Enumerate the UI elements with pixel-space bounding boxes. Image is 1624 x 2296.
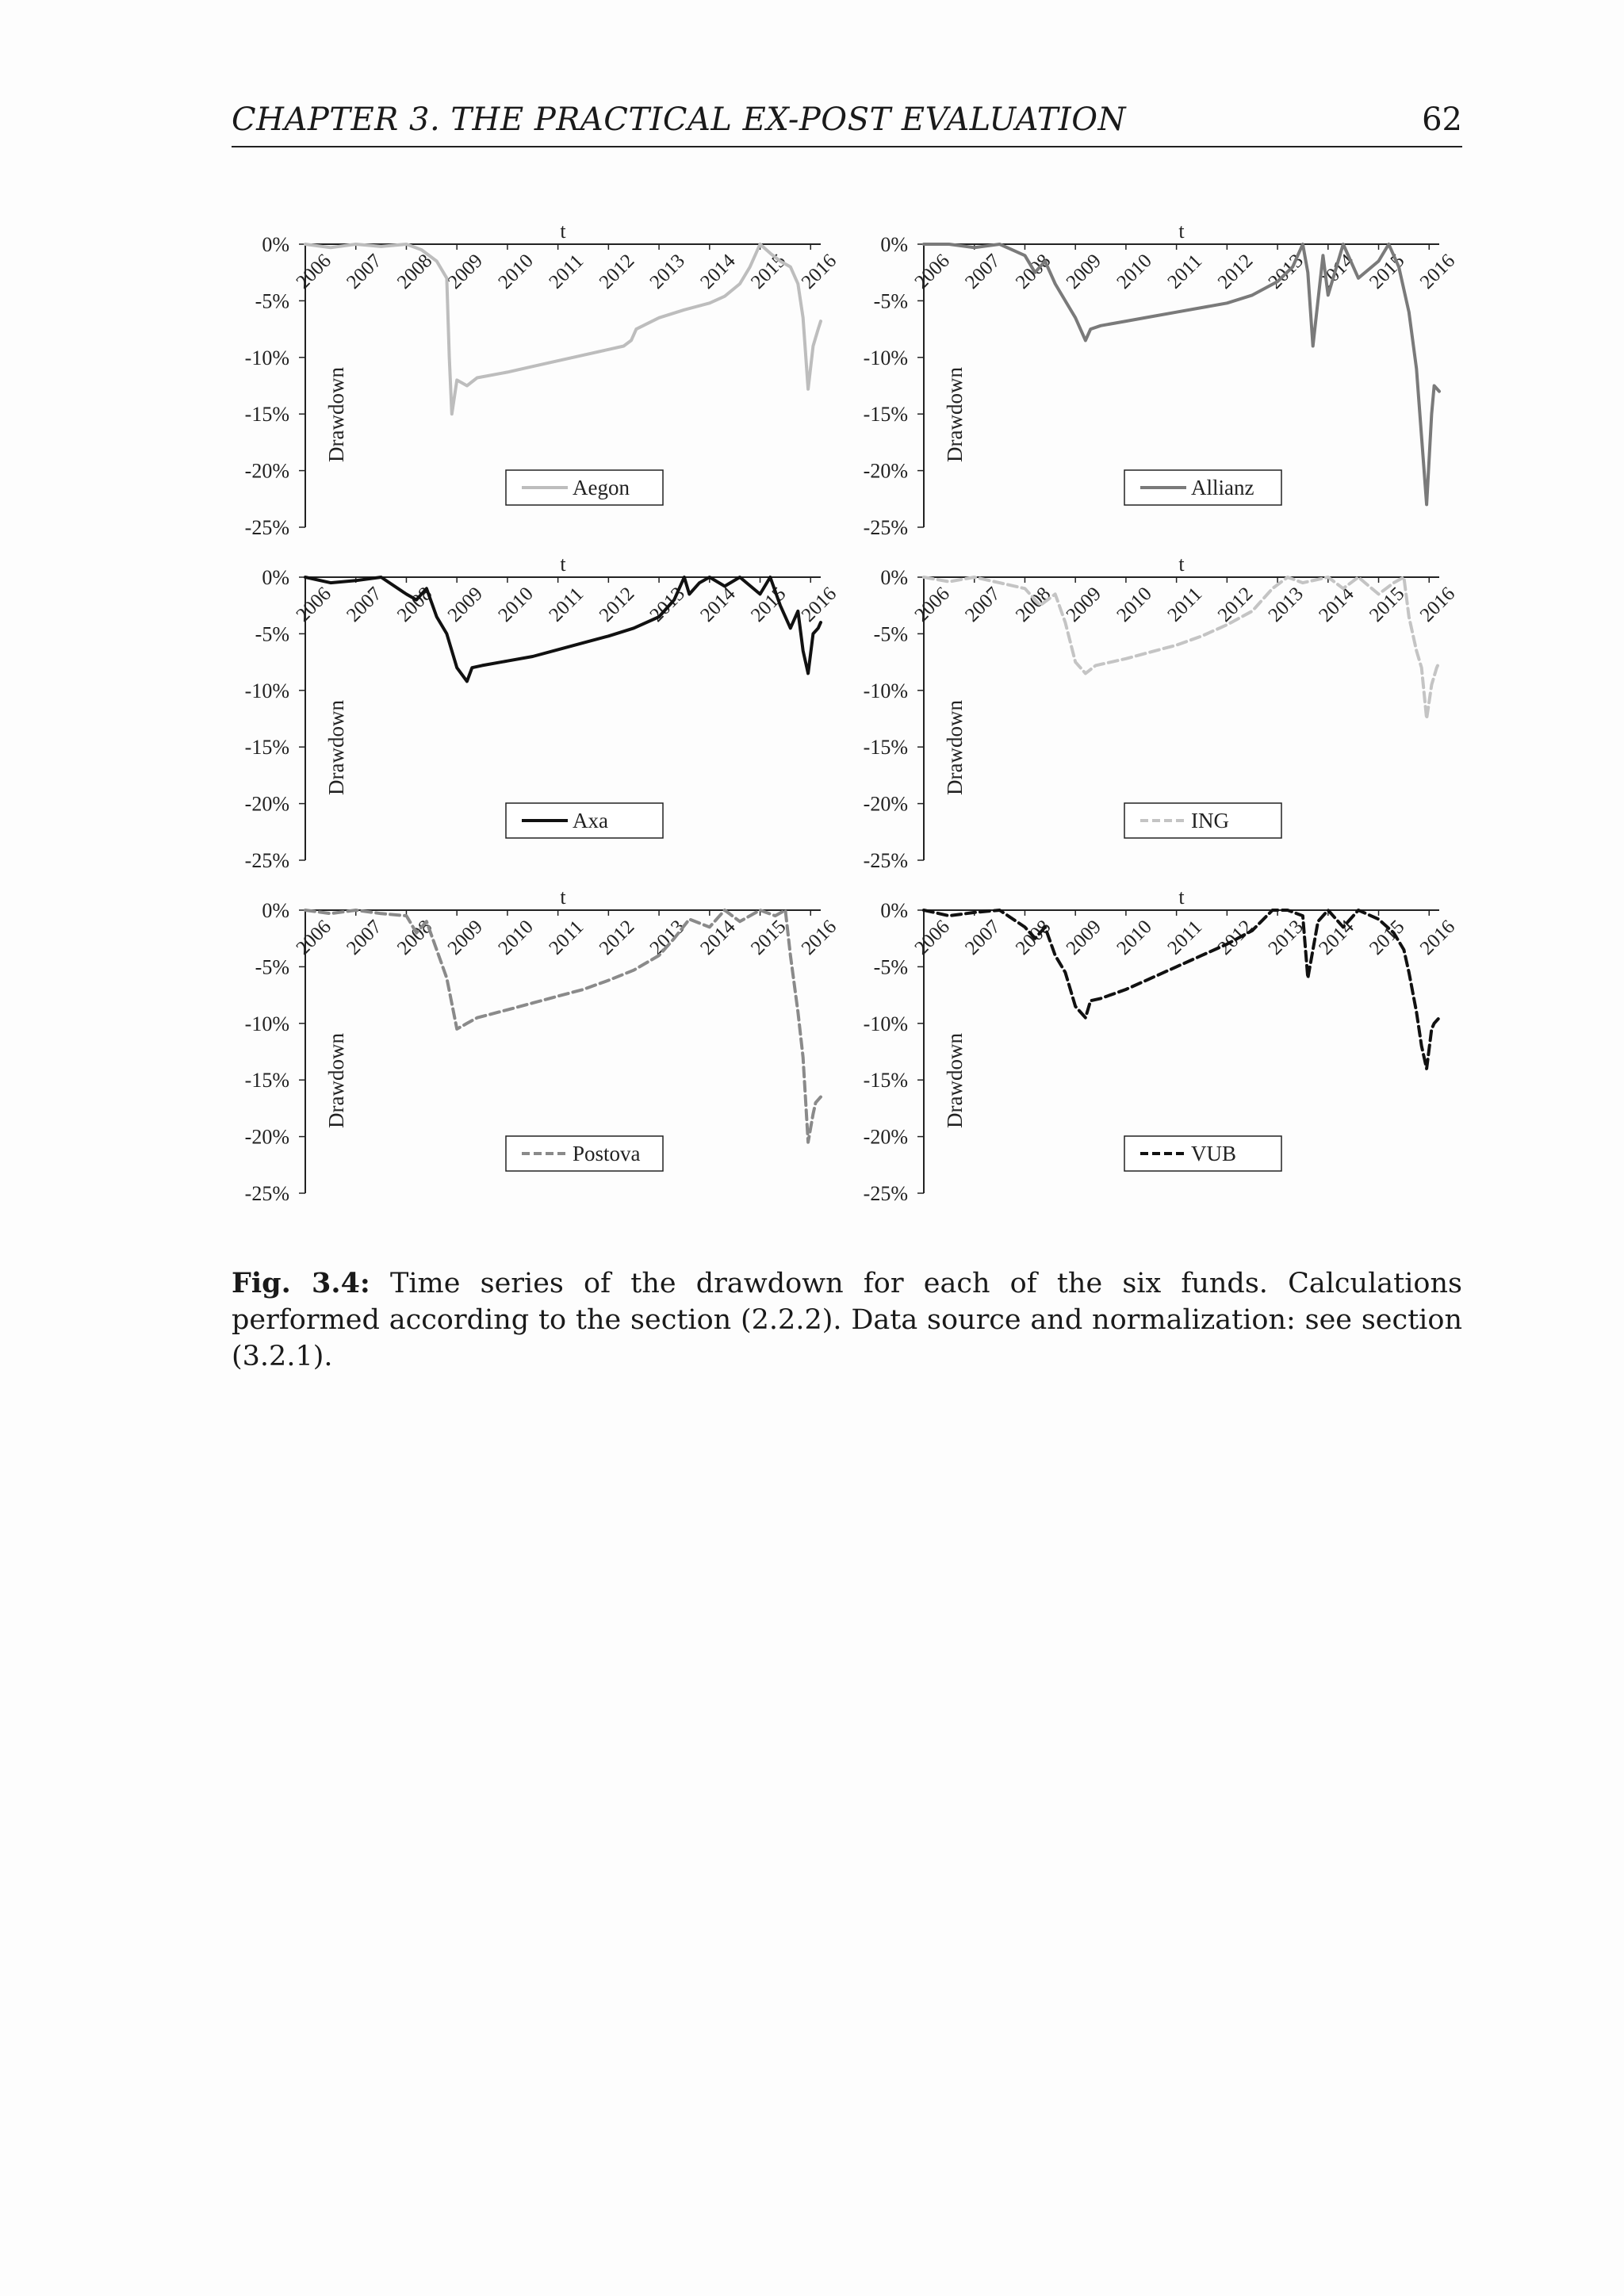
x-tick-label: 2010 — [1113, 250, 1156, 293]
x-tick-label: 2010 — [494, 250, 538, 293]
y-tick-label: -10% — [244, 679, 289, 702]
x-tick-label: 2013 — [1264, 250, 1308, 293]
x-tick-label: 2008 — [1011, 583, 1055, 626]
x-tick-label: 2013 — [645, 916, 689, 959]
x-tick-label: 2016 — [1415, 250, 1460, 293]
y-tick-label: 0% — [880, 566, 908, 589]
x-tick-label: 2014 — [1315, 250, 1358, 293]
x-tick-label: 2008 — [393, 250, 437, 293]
x-tick-label: 2011 — [545, 916, 588, 959]
x-tick-label: 2007 — [961, 583, 1005, 626]
legend-label: Aegon — [573, 476, 630, 499]
x-tick-label: 2015 — [1365, 916, 1409, 959]
x-tick-label: 2015 — [747, 583, 791, 626]
y-tick-label: -25% — [863, 849, 908, 872]
x-tick-label: 2016 — [797, 583, 841, 626]
y-tick-label: -25% — [244, 1182, 289, 1205]
y-tick-label: 0% — [880, 899, 908, 922]
y-tick-label: -15% — [244, 403, 289, 427]
x-tick-label: 2006 — [910, 250, 954, 293]
x-tick-label: 2012 — [1213, 916, 1258, 959]
y-tick-label: -15% — [863, 1069, 908, 1093]
x-tick-label: 2008 — [393, 916, 437, 959]
x-tick-label: 2013 — [1264, 583, 1308, 626]
x-tick-label: 2014 — [696, 250, 740, 293]
caption-label: Fig. 3.4: — [232, 1267, 370, 1299]
x-tick-label: 2012 — [1213, 583, 1258, 626]
x-tick-label: 2011 — [1163, 916, 1207, 959]
x-axis-title: t — [560, 220, 566, 243]
x-axis-title: t — [1178, 220, 1185, 243]
y-tick-label: -15% — [244, 736, 289, 760]
y-tick-label: -5% — [873, 622, 908, 646]
x-tick-label: 2016 — [797, 250, 841, 293]
y-tick-label: -10% — [244, 1012, 289, 1035]
y-tick-label: -15% — [863, 736, 908, 760]
chart-panel-ing — [864, 553, 1460, 872]
y-tick-label: -20% — [863, 459, 908, 483]
x-tick-label: 2014 — [1315, 583, 1358, 626]
figure-caption — [232, 1265, 1462, 1375]
x-tick-label: 2013 — [1264, 916, 1308, 959]
x-tick-label: 2015 — [747, 250, 791, 293]
page-number: 62 — [1422, 101, 1462, 138]
x-tick-label: 2006 — [910, 916, 954, 959]
x-tick-label: 2007 — [343, 250, 386, 293]
x-tick-label: 2006 — [292, 250, 335, 293]
x-tick-label: 2016 — [1415, 916, 1460, 959]
y-axis-title: Drawdown — [943, 367, 967, 462]
x-tick-label: 2010 — [1113, 916, 1156, 959]
x-axis-title: t — [560, 553, 566, 576]
x-tick-label: 2012 — [595, 916, 639, 959]
x-tick-label: 2010 — [494, 583, 538, 626]
y-tick-label: -5% — [873, 289, 908, 313]
y-tick-label: -5% — [255, 622, 289, 646]
y-tick-label: -25% — [863, 516, 908, 539]
x-tick-label: 2007 — [961, 250, 1005, 293]
x-tick-label: 2012 — [1213, 250, 1258, 293]
y-tick-label: -15% — [244, 1069, 289, 1093]
y-tick-label: -20% — [244, 1125, 289, 1149]
x-tick-label: 2013 — [645, 250, 689, 293]
chart-panel-vub — [864, 886, 1460, 1205]
chart-panel-postova — [245, 886, 841, 1205]
y-tick-label: -25% — [244, 849, 289, 872]
x-tick-label: 2014 — [696, 583, 740, 626]
x-tick-label: 2016 — [1415, 583, 1460, 626]
x-tick-label: 2009 — [443, 250, 488, 293]
y-tick-label: -20% — [863, 1125, 908, 1149]
y-tick-label: -5% — [255, 955, 289, 979]
x-axis-title: t — [1178, 886, 1185, 909]
y-tick-label: -25% — [863, 1182, 908, 1205]
x-tick-label: 2012 — [595, 250, 639, 293]
x-tick-label: 2006 — [292, 916, 335, 959]
y-tick-label: -20% — [244, 792, 289, 816]
y-tick-label: -10% — [863, 679, 908, 702]
running-header — [232, 98, 1462, 147]
chapter-title: CHAPTER 3. THE PRACTICAL EX-POST EVALUATION — [232, 101, 1126, 138]
legend-label: Postova — [573, 1142, 641, 1165]
x-tick-label: 2009 — [1062, 916, 1106, 959]
x-tick-label: 2006 — [910, 583, 954, 626]
x-tick-label: 2011 — [1163, 583, 1207, 626]
y-tick-label: 0% — [262, 233, 289, 256]
y-tick-label: -5% — [873, 955, 908, 979]
y-axis-title: Drawdown — [324, 1033, 348, 1128]
y-axis-title: Drawdown — [324, 700, 348, 795]
legend-label: Allianz — [1191, 476, 1254, 499]
x-tick-label: 2007 — [961, 916, 1005, 959]
x-tick-label: 2009 — [1062, 250, 1106, 293]
legend-label: ING — [1191, 809, 1229, 832]
x-tick-label: 2015 — [1365, 250, 1409, 293]
y-tick-label: -5% — [255, 289, 289, 313]
y-axis-title: Drawdown — [943, 700, 967, 795]
x-tick-label: 2010 — [1113, 583, 1156, 626]
x-tick-label: 2006 — [292, 583, 335, 626]
x-tick-label: 2008 — [1011, 250, 1055, 293]
chart-panel-allianz — [864, 220, 1460, 539]
x-tick-label: 2009 — [443, 583, 488, 626]
y-axis-title: Drawdown — [943, 1033, 967, 1128]
y-tick-label: -20% — [863, 792, 908, 816]
legend-label: VUB — [1191, 1142, 1237, 1165]
x-tick-label: 2007 — [343, 916, 386, 959]
x-tick-label: 2010 — [494, 916, 538, 959]
y-tick-label: 0% — [880, 233, 908, 256]
y-axis-title: Drawdown — [324, 367, 348, 462]
x-tick-label: 2014 — [1315, 916, 1358, 959]
x-axis-title: t — [1178, 553, 1185, 576]
x-tick-label: 2009 — [1062, 583, 1106, 626]
x-tick-label: 2009 — [443, 916, 488, 959]
x-tick-label: 2015 — [1365, 583, 1409, 626]
legend-label: Axa — [573, 809, 608, 832]
y-tick-label: -10% — [863, 1012, 908, 1035]
x-tick-label: 2011 — [1163, 250, 1207, 293]
y-tick-label: -10% — [863, 346, 908, 369]
x-tick-label: 2015 — [747, 916, 791, 959]
drawdown-figure — [214, 214, 1483, 1221]
y-tick-label: 0% — [262, 899, 289, 922]
x-tick-label: 2008 — [1011, 916, 1055, 959]
x-tick-label: 2007 — [343, 583, 386, 626]
y-tick-label: 0% — [262, 566, 289, 589]
x-axis-title: t — [560, 886, 566, 909]
x-tick-label: 2013 — [645, 583, 689, 626]
y-tick-label: -20% — [244, 459, 289, 483]
y-tick-label: -25% — [244, 516, 289, 539]
x-tick-label: 2014 — [696, 916, 740, 959]
y-tick-label: -15% — [863, 403, 908, 427]
x-tick-label: 2012 — [595, 583, 639, 626]
x-tick-label: 2008 — [393, 583, 437, 626]
chart-panel-axa — [245, 553, 841, 872]
y-tick-label: -10% — [244, 346, 289, 369]
x-tick-label: 2011 — [545, 250, 588, 293]
caption-text: Time series of the drawdown for each of the six funds. Calculations performed according to the section (2.2.2). Data source and normalization: see section (3.2.1). — [232, 1268, 1462, 1372]
x-tick-label: 2016 — [797, 916, 841, 959]
chart-panel-aegon — [245, 220, 841, 539]
x-tick-label: 2011 — [545, 583, 588, 626]
